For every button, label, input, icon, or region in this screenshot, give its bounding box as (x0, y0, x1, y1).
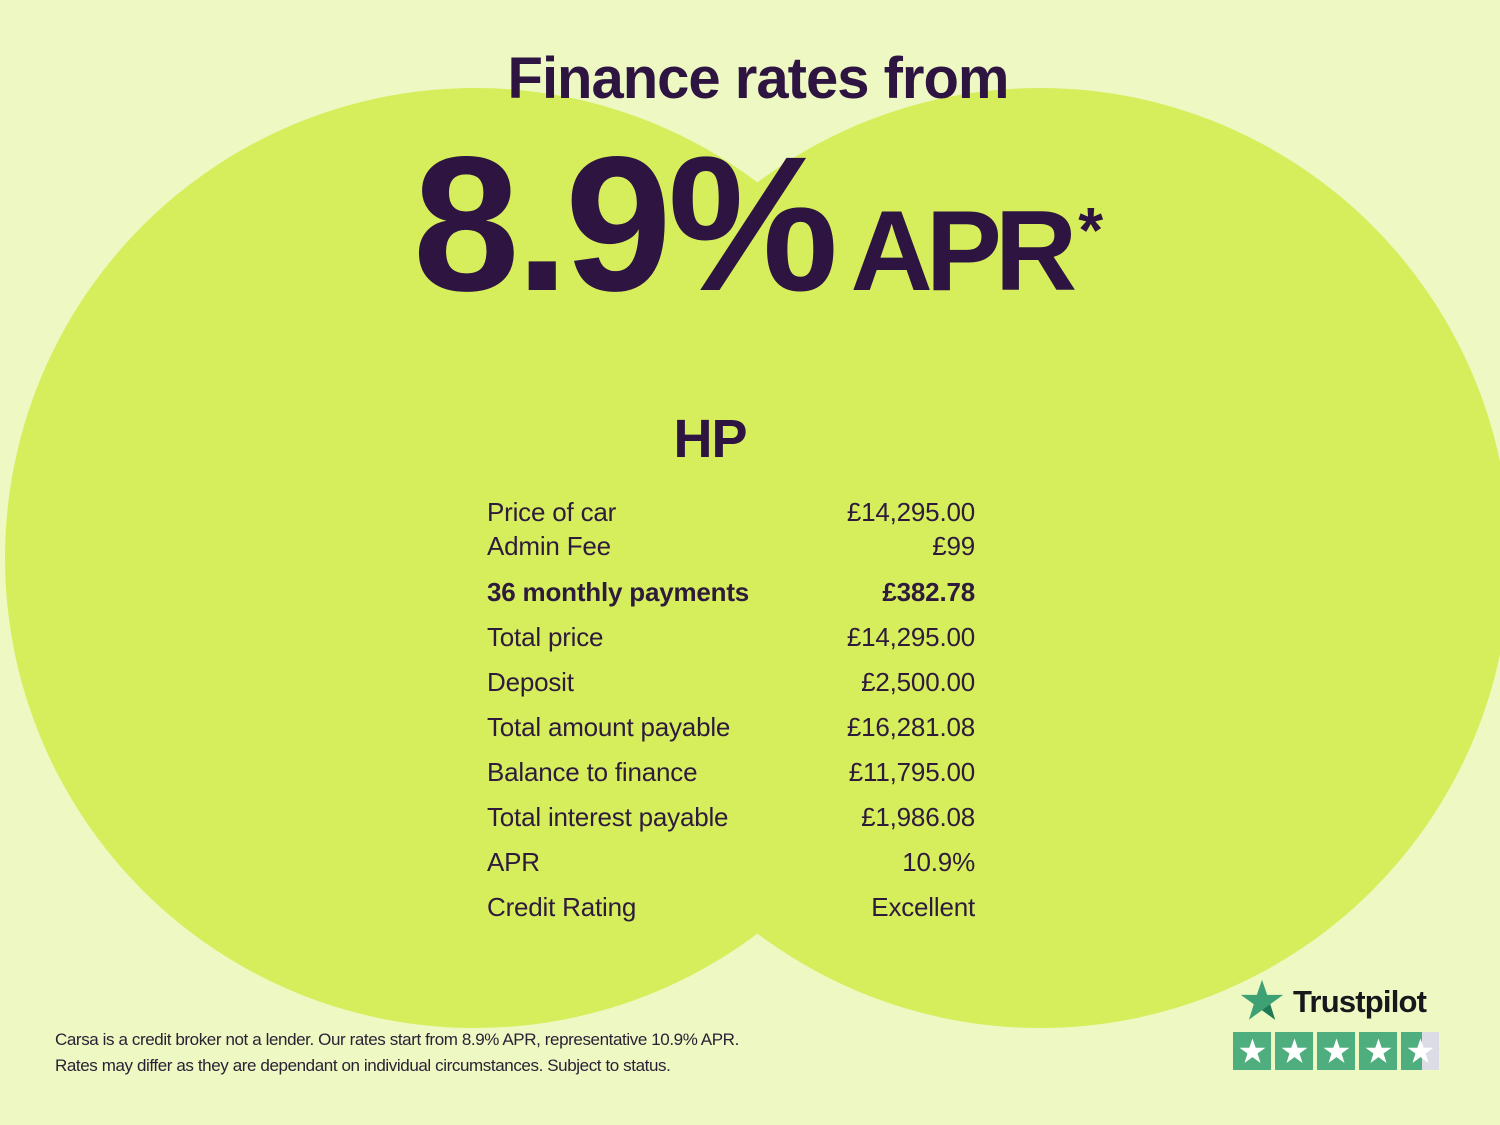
table-row (487, 795, 975, 840)
row-label: Total price (487, 622, 604, 652)
row-value: £2,500.00 (861, 667, 975, 697)
banner-kicker: Finance rates from (507, 46, 1009, 111)
row-label: Balance to finance (487, 757, 698, 787)
rate-footnote-asterisk: * (1078, 194, 1104, 266)
table-row (487, 529, 975, 563)
trustpilot-brand-text: Trustpilot (1293, 983, 1427, 1019)
rate-value: 8.9% (412, 116, 835, 331)
row-value: Excellent (871, 892, 975, 922)
row-label: Price of car (487, 496, 617, 527)
rating-star-half-icon (1401, 1032, 1439, 1070)
row-label: 36 monthly payments (487, 577, 750, 607)
rating-star-icon (1275, 1032, 1313, 1070)
row-value: 10.9% (902, 847, 975, 877)
table-row (487, 660, 975, 705)
headline-rate (8, 116, 1500, 331)
table-row-monthly-payment (487, 570, 975, 615)
rating-star-icon (1233, 1032, 1271, 1070)
legal-disclaimer (55, 1027, 739, 1078)
row-value: £1,986.08 (861, 802, 975, 832)
table-row (487, 495, 975, 529)
rating-star-icon (1359, 1032, 1397, 1070)
product-title: HP (673, 409, 747, 469)
row-label: Total interest payable (487, 802, 729, 832)
table-row (487, 705, 975, 750)
rating-star-icon (1317, 1032, 1355, 1070)
table-row (487, 840, 975, 885)
disclaimer-line-1: Carsa is a credit broker not a lender. Our rates start from 8.9% APR, representative 10.9% APR. (55, 1030, 739, 1049)
rate-unit: APR (850, 188, 1071, 315)
disclaimer-line-2: Rates may differ as they are dependant on individual circumstances. Subject to status. (55, 1055, 671, 1075)
finance-table (487, 495, 975, 930)
table-row (487, 615, 975, 660)
row-value: £14,295.00 (846, 622, 975, 652)
row-value: £14,295.00 (846, 496, 975, 527)
row-value: £11,795.00 (848, 757, 975, 787)
trustpilot-rating-stars (1233, 1032, 1439, 1070)
row-label: APR (487, 847, 540, 877)
row-label: Deposit (487, 667, 574, 697)
row-value: £16,281.08 (846, 712, 975, 742)
row-value: £382.78 (882, 577, 975, 607)
table-row (487, 750, 975, 795)
trustpilot-logo (1240, 979, 1426, 1023)
table-row (487, 885, 975, 930)
trustpilot-star-icon (1240, 979, 1284, 1023)
row-label: Credit Rating (487, 892, 637, 922)
row-value: £99 (932, 530, 975, 561)
row-label: Admin Fee (487, 530, 611, 561)
row-label: Total amount payable (487, 712, 731, 742)
